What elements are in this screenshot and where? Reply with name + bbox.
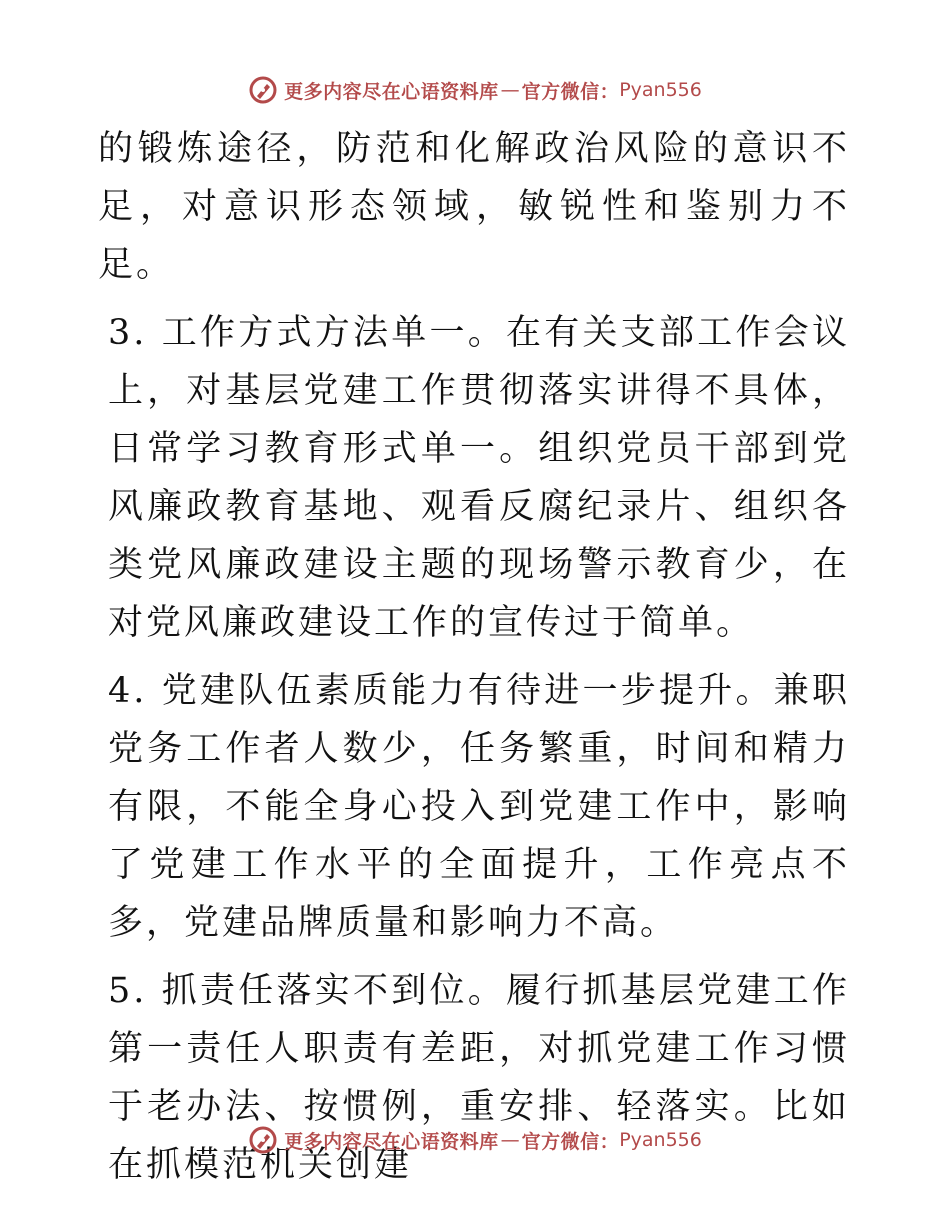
banner-wechat-id: Pyan556 bbox=[619, 79, 702, 101]
banner-text: 更多内容尽在心语资料库 bbox=[284, 80, 499, 103]
footer-banner bbox=[0, 1120, 950, 1160]
document-body bbox=[98, 120, 850, 1194]
paragraph-continued: 的锻炼途径，防范和化解政治风险的意识不足，对意识形态领域，敏锐性和鉴别力不足。 bbox=[98, 129, 850, 285]
pen-nib-circle-icon bbox=[248, 75, 278, 105]
banner-official-label: 官方微信： bbox=[521, 80, 620, 103]
banner-text: 更多内容尽在心语资料库 bbox=[284, 1130, 499, 1153]
paragraph-item-5: 5. 抓责任落实不到位。履行抓基层党建工作第一责任人职责有差距，对抓党建工作习惯于老办法、按惯例，重安排、轻落实。比如在抓模范机关创建 bbox=[108, 971, 850, 1185]
banner-dash: — bbox=[500, 79, 520, 101]
banner-official-label: 官方微信： bbox=[521, 1130, 620, 1153]
banner-dash: — bbox=[500, 1129, 520, 1151]
header-banner bbox=[0, 70, 950, 110]
paragraph-item-4: 4. 党建队伍素质能力有待进一步提升。兼职党务工作者人数少，任务繁重，时间和精力有限，不能全身心投入到党建工作中，影响了党建工作水平的全面提升，工作亮点不多，党建品牌质量和影响力不高。 bbox=[108, 671, 850, 943]
banner-wechat-id: Pyan556 bbox=[619, 1129, 702, 1151]
paragraph-item-3: 3. 工作方式方法单一。在有关支部工作会议上，对基层党建工作贯彻落实讲得不具体，日常学习教育形式单一。组织党员干部到党风廉政教育基地、观看反腐纪录片、组织各类党风廉政建设主题的现场警示教育少，在对党风廉政建设工作的宣传过于简单。 bbox=[108, 313, 850, 643]
pen-nib-circle-icon bbox=[248, 1125, 278, 1155]
